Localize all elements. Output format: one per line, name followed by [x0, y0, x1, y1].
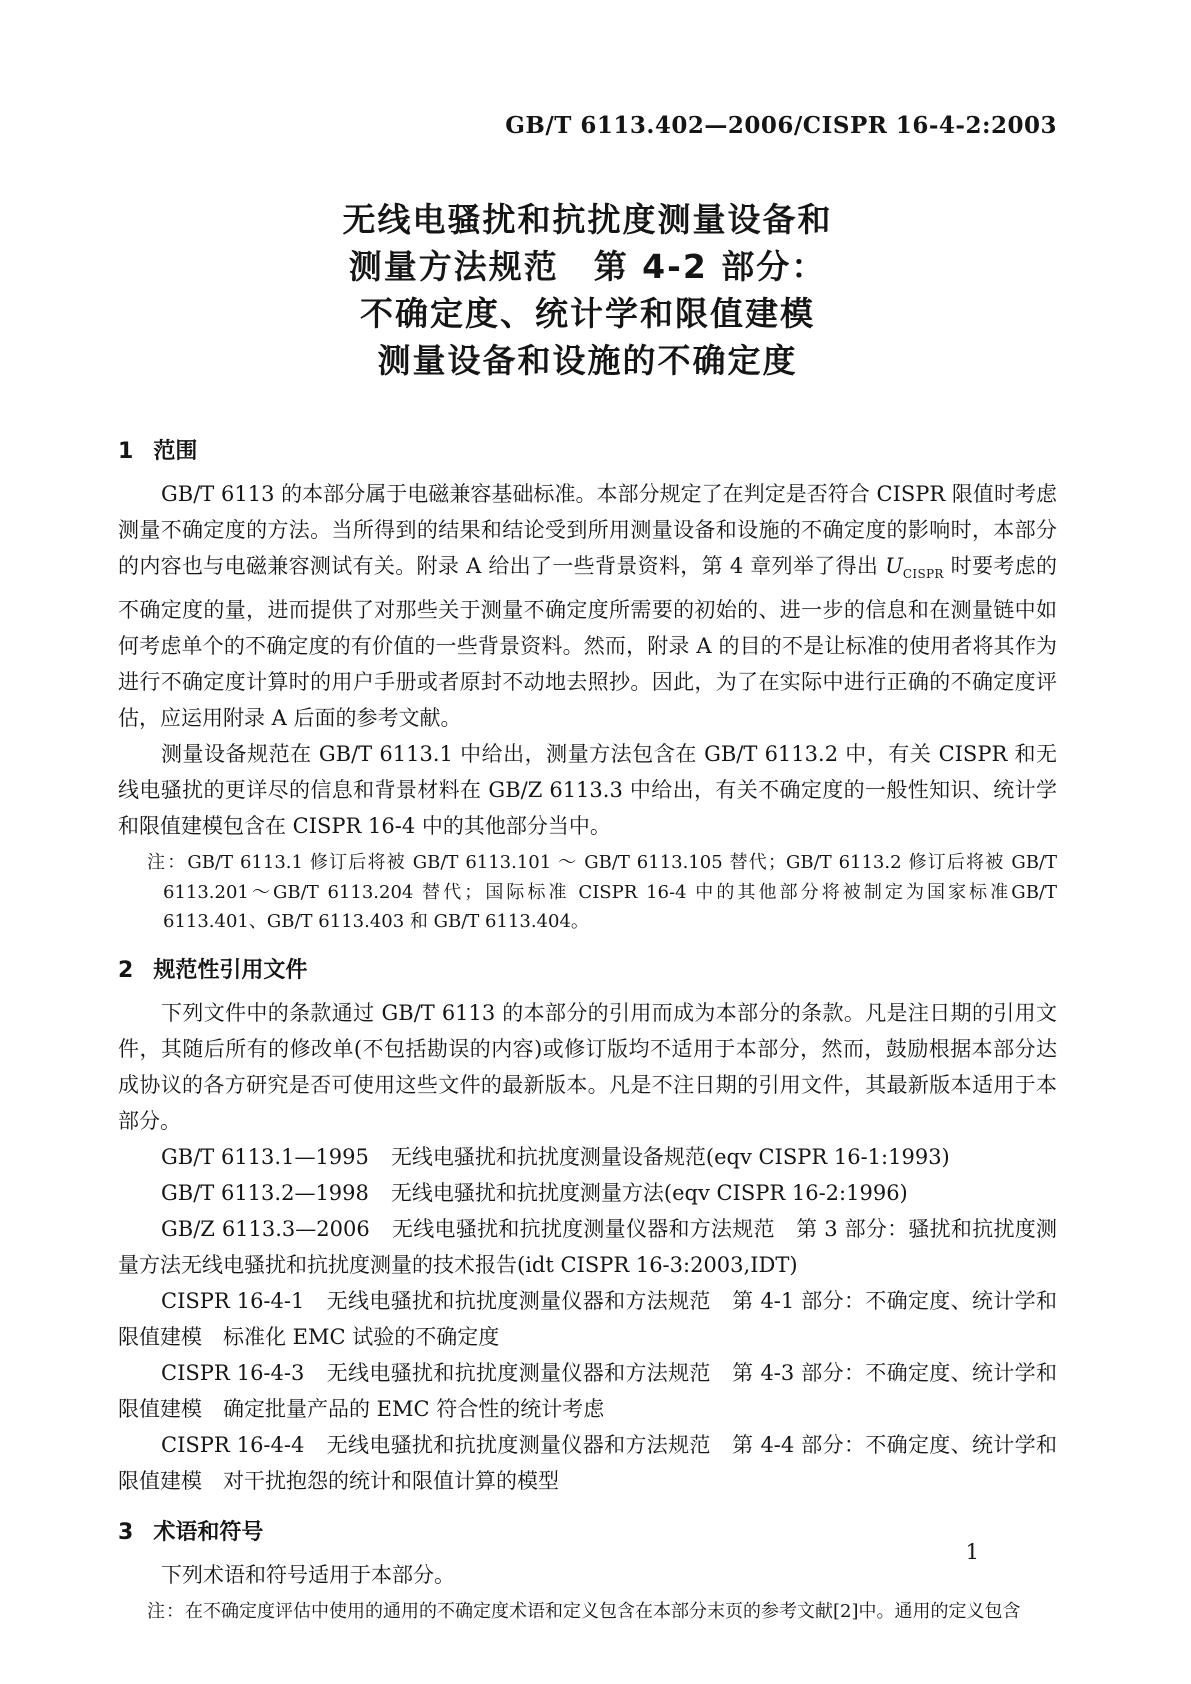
uncertainty-symbol-subscript: CISPR: [902, 567, 944, 582]
section-2-number: 2: [118, 957, 134, 983]
section-1-number: 1: [118, 439, 134, 464]
section-2-title: 规范性引用文件: [153, 957, 308, 983]
section-3-heading: [118, 1519, 1057, 1547]
title-line-1: 无线电骚扰和抗扰度测量设备和: [342, 200, 833, 239]
reference-1-id: GB/T 6113.1—1995: [161, 1144, 369, 1169]
scope-paragraph-1-text-a: GB/T 6113 的本部分属于电磁兼容基础标准。本部分规定了在判定是否符合 CISPR 限值时考虑测量不确定度的方法。当所得到的结果和结论受到所用测量设备和设施的不确定度的影响时，本部分的内容也与电磁兼容测试有关。附录 A 给出了一些背景资料，第 4 章列举了得出: [118, 482, 1057, 578]
page-number: 1: [965, 1540, 979, 1564]
scope-paragraph-2: 测量设备规范在 GB/T 6113.1 中给出，测量方法包含在 GB/T 6113.2 中，有关 CISPR 和无线电骚扰的更详尽的信息和背景材料在 GB/Z 6113.3 中给出，有关不确定度的一般性知识、统计学和限值建模包含在 CISPR 16-4 中的其他部分当中。: [118, 742, 1057, 839]
reference-6-text: 无线电骚扰和抗扰度测量仪器和方法规范 第 4-4 部分：不确定度、统计学和限值建模 对干扰抱怨的统计和限值计算的模型: [118, 1432, 1057, 1493]
note-text: 在不确定度评估中使用的通用的不确定度术语和定义包含在本部分末页的参考文献[2]中。通用的定义包含: [185, 1600, 1021, 1622]
scope-paragraph-1-text-b: 时要考虑的不确定度的量，进而提供了对那些关于测量不确定度所需要的初始的、进一步的信息和在测量链中如何考虑单个的不确定度的有价值的一些背景资料。然而，附录 A 的目的不是让标准的使用者将其作为进行不确定度计算时的用户手册或者原封不动地去照抄。因此，为了在实际中进行正确的不确定度评估，应运用附录 A 后面的参考文献。: [118, 554, 1057, 731]
section-3-number: 3: [118, 1519, 134, 1545]
reference-3-id: GB/Z 6113.3—2006: [161, 1216, 370, 1241]
note-label: 注：: [147, 1600, 185, 1622]
reference-item-4: [118, 1283, 1057, 1355]
title-line-2: 测量方法规范 第 4-2 部分：: [348, 247, 827, 286]
reference-item-6: [118, 1427, 1057, 1499]
reference-6-id: CISPR 16-4-4: [161, 1432, 305, 1457]
uncertainty-symbol: U: [885, 554, 903, 578]
document-title: [118, 196, 1057, 384]
section-1-heading: [118, 438, 1057, 466]
reference-item-3: [118, 1211, 1057, 1283]
note-text: GB/T 6113.1 修订后将被 GB/T 6113.101 ～ GB/T 6113.105 替代；GB/T 6113.2 修订后将被 GB/T 6113.201～GB/T 6113.204 替代；国际标准 CISPR 16-4 中的其他部分将被制定为国家标准GB/T 6113.401、GB/T 6113.403 和 GB/T 6113.404。: [163, 852, 1058, 933]
reference-2-text: 无线电骚扰和抗扰度测量方法(eqv CISPR 16-2:1996): [390, 1180, 908, 1205]
reference-1-text: 无线电骚扰和抗扰度测量设备规范(eqv CISPR 16-1:1993): [390, 1144, 950, 1169]
reference-item-1: [118, 1139, 1057, 1175]
section-1-title: 范围: [153, 439, 198, 464]
terms-paragraph: 下列术语和符号适用于本部分。: [161, 1562, 455, 1587]
references-intro-paragraph: 下列文件中的条款通过 GB/T 6113 的本部分的引用而成为本部分的条款。凡是注日期的引用文件，其随后所有的修改单(不包括勘误的内容)或修订版均不适用于本部分，然而，鼓励根据本部分达成协议的各方研究是否可使用这些文件的最新版本。凡是不注日期的引用文件，其最新版本适用于本部分。: [118, 1000, 1057, 1133]
reference-5-id: CISPR 16-4-3: [161, 1360, 305, 1385]
section-2-heading: [118, 957, 1057, 985]
reference-item-5: [118, 1355, 1057, 1427]
reference-4-text: 无线电骚扰和抗扰度测量仪器和方法规范 第 4-1 部分：不确定度、统计学和限值建模 标准化 EMC 试验的不确定度: [118, 1288, 1057, 1349]
reference-3-text: 无线电骚扰和抗扰度测量仪器和方法规范 第 3 部分：骚扰和抗扰度测量方法无线电骚扰和抗扰度测量的技术报告(idt CISPR 16-3:2003,IDT): [118, 1216, 1057, 1277]
standard-number-header: GB/T 6113.402—2006/CISPR 16-4-2:2003: [505, 112, 1057, 139]
scope-paragraph-1: [118, 476, 1057, 736]
reference-5-text: 无线电骚扰和抗扰度测量仪器和方法规范 第 4-3 部分：不确定度、统计学和限值建模 确定批量产品的 EMC 符合性的统计考虑: [118, 1360, 1057, 1421]
section-1-note: [147, 848, 1058, 937]
reference-4-id: CISPR 16-4-1: [161, 1288, 305, 1313]
section-3-title: 术语和符号: [153, 1519, 264, 1545]
section-3-note: [147, 1597, 1057, 1627]
reference-2-id: GB/T 6113.2—1998: [161, 1180, 369, 1205]
reference-item-2: [118, 1175, 1057, 1211]
note-label: 注：: [147, 852, 188, 874]
title-line-4: 测量设备和设施的不确定度: [377, 341, 798, 380]
title-line-3: 不确定度、统计学和限值建模: [360, 294, 815, 333]
